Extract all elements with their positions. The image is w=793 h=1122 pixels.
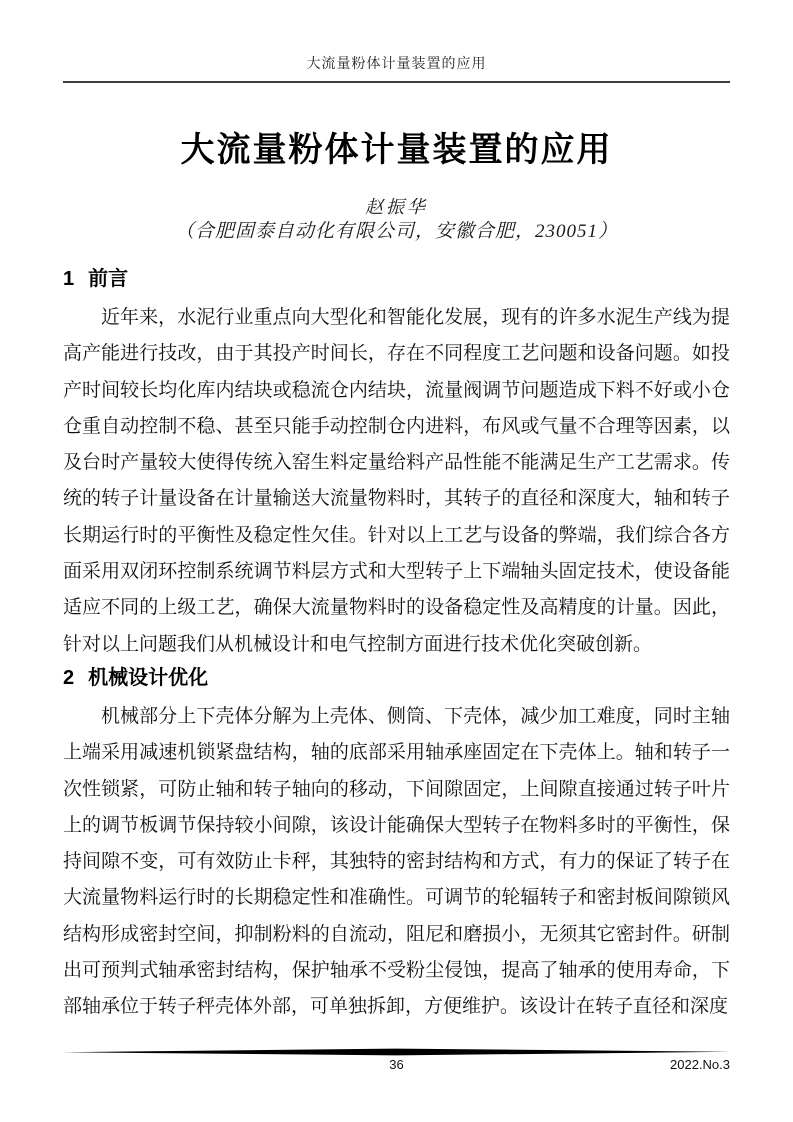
footer-row	[63, 1057, 730, 1075]
section-heading-2	[63, 665, 730, 691]
section-paragraph-2: 机械部分上下壳体分解为上壳体、侧筒、下壳体，减少加工难度，同时主轴上端采用减速机锁紧盘结构，轴的底部采用轴承座固定在下壳体上。轴和转子一次性锁紧，可防止轴和转子轴向的移动，下间隙固定，上间隙直接通过转子叶片上的调节板调节保持较小间隙，该设计能确保大型转子在物料多时的平衡性，保持间隙不变，可有效防止卡秤，其独特的密封结构和方式，有力的保证了转子在大流量物料运行时的长期稳定性和准确性。可调节的轮辐转子和密封板间隙锁风结构形成密封空间，抑制粉料的自流动，阻尼和磨损小，无须其它密封件。研制出可预判式轴承密封结构，保护轴承不受粉尘侵蚀，提高了轴承的使用寿命，下部轴承位于转子秤壳体外部，可单独拆卸，方便维护。该设计在转子直径和深度	[63, 705, 730, 1018]
section-title: 前言	[88, 268, 129, 290]
section-number: 1	[63, 268, 75, 290]
section-heading-1	[63, 266, 730, 292]
author-name: 赵振华	[365, 197, 428, 217]
page-header	[63, 0, 730, 83]
section-paragraph-1: 近年来，水泥行业重点向大型化和智能化发展，现有的许多水泥生产线为提高产能进行技改，由于其投产时间长，存在不同程度工艺问题和设备问题。如投产时间较长均化库内结块或稳流仓内结块，流量阀调节问题造成下料不好或小仓仓重自动控制不稳、甚至只能手动控制仓内进料，布风或气量不合理等因素，以及台时产量较大使得传统入窑生料定量给料产品性能不能满足生产工艺需求。传统的转子计量设备在计量输送大流量物料时，其转子的直径和深度大，轴和转子长期运行时的平衡性及稳定性欠佳。针对以上工艺与设备的弊端，我们综合各方面采用双闭环控制系统调节料层方式和大型转子上下端轴头固定技术，使设备能适应不同的上级工艺，确保大流量物料时的设备稳定性及高精度的计量。因此，针对以上问题我们从机械设计和电气控制方面进行技术优化突破创新。	[63, 307, 730, 655]
author-affiliation: （合肥固泰自动化有限公司，安徽合肥，230051）	[174, 221, 618, 242]
footer-tapered-rule	[63, 1048, 730, 1056]
section-number: 2	[63, 666, 75, 689]
page-footer	[63, 1048, 730, 1075]
page-content	[63, 0, 730, 1026]
section-title: 机械设计优化	[88, 666, 209, 689]
page-number: 36	[389, 1057, 404, 1072]
running-title: 大流量粉体计量装置的应用	[306, 57, 487, 72]
issue-label: 2022.No.3	[670, 1057, 730, 1072]
article-title: 大流量粉体计量装置的应用	[180, 131, 613, 169]
